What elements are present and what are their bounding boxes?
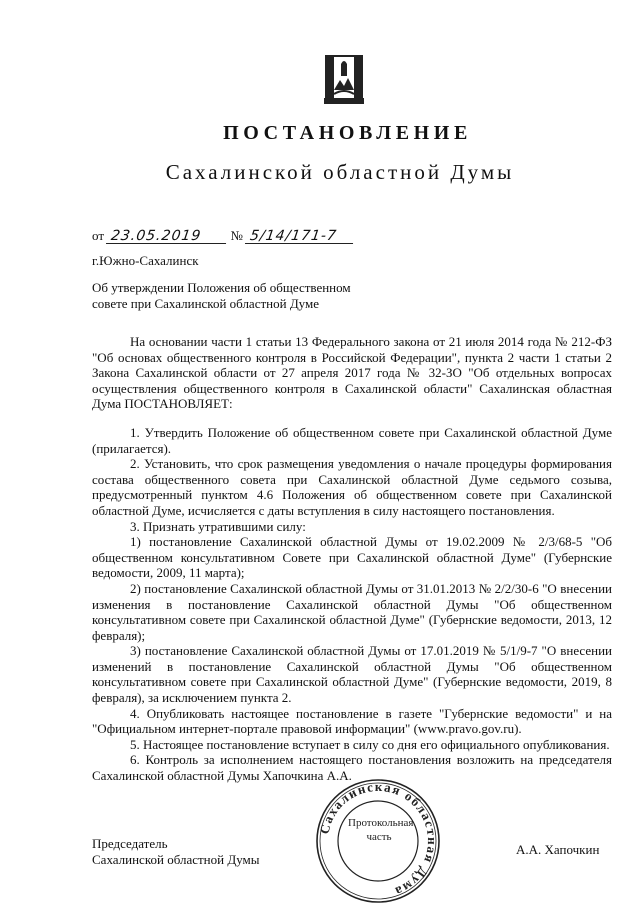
number-prefix: № — [230, 228, 243, 243]
preamble-paragraph: На основании части 1 статьи 13 Федерального закона от 21 июля 2014 года № 212-ФЗ "Об основах общественного контроля в Российской Федерации", пункта 2 части 1 статьи 2 Закона Сахалинской области от 27 апреля 2017 года № 32-ЗО "Об отдельных вопросах осуществления общественного контроля в Сахалинской области" Сахалинская областная Дума ПОСТАНОВЛЯЕТ: — [92, 334, 612, 412]
signatory-name: А.А. Хапочкин — [516, 842, 600, 857]
document-number: 5/14/171-7 — [245, 229, 355, 244]
document-date: 23.05.2019 — [106, 229, 228, 244]
document-subtitle: Сахалинской областной Думы — [165, 160, 515, 184]
item-2: 2. Установить, что срок размещения уведомления о начале процедуры формирования состава общественного совета при Сахалинской областной Думе седьмого созыва, предусмотренный пунктом 4.6 Положения об общественном совете при Сахалинской областной Думе, исчисляется с даты вступления в силу настоящего постановления. — [92, 456, 612, 518]
item-4: 4. Опубликовать настоящее постановление в газете "Губернские ведомости" и на "Официальном интернет-портале правовой информации" (www.pravo.gov.ru). — [92, 705, 612, 737]
signatory-position — [92, 836, 260, 868]
date-prefix: от — [92, 228, 105, 243]
item-6: 6. Контроль за исполнением настоящего постановления возложить на председателя Сахалинской областной Думы Хапочкина А.А. — [92, 752, 612, 784]
signatory-position-line-2: Сахалинской областной Думы — [92, 852, 260, 867]
document-subject: Об утверждении Положения об общественном совете при Сахалинской областной Думе — [92, 280, 351, 311]
date-number-line — [92, 228, 354, 244]
item-5: 5. Настоящее постановление вступает в силу со дня его официального опубликования. — [130, 736, 610, 752]
signatory-position-line-1: Председатель — [92, 836, 168, 851]
item-3-2: 2) постановление Сахалинской областной Думы от 31.01.2013 № 2/2/30-6 "О внесении изменения в постановление Сахалинской областной Думы "Об общественном консультативном совете при Сахалинской областной Думе" (Губернские ведомости, 2013, 12 февраля); — [92, 580, 612, 643]
item-3-3: 3) постановление Сахалинской областной Думы от 17.01.2019 № 5/1/9-7 "О внесении изменений в постановление Сахалинской областной Думы "Об общественном консультативном совете при Сахалинской областной Думе" (Губернские ведомости, 2019, 8 февраля), за исключением пункта 2. — [92, 643, 612, 706]
item-1: 1. Утвердить Положение об общественном совете при Сахалинской областной Думе (прилагается). — [92, 424, 612, 456]
seal-ring-text: Сахалинская областная Дума — [316, 778, 441, 900]
seal-inner-line-2: часть — [366, 831, 392, 843]
document-body — [92, 334, 612, 784]
coat-of-arms-icon — [322, 50, 366, 106]
seal-inner-line-1: Протокольная — [348, 817, 414, 829]
item-3-1: 1) постановление Сахалинской областной Думы от 19.02.2009 № 2/3/68-5 "Об общественном консультативном Совете при Сахалинской областной Думе" (Губернские ведомости, 2009, 11 марта); — [92, 534, 612, 581]
document-title: ПОСТАНОВЛЕНИЕ — [223, 122, 472, 144]
item-3: 3. Признать утратившими силу: — [130, 518, 306, 534]
document-city: г.Южно-Сахалинск — [92, 253, 199, 268]
seal-inner-text — [348, 816, 414, 844]
